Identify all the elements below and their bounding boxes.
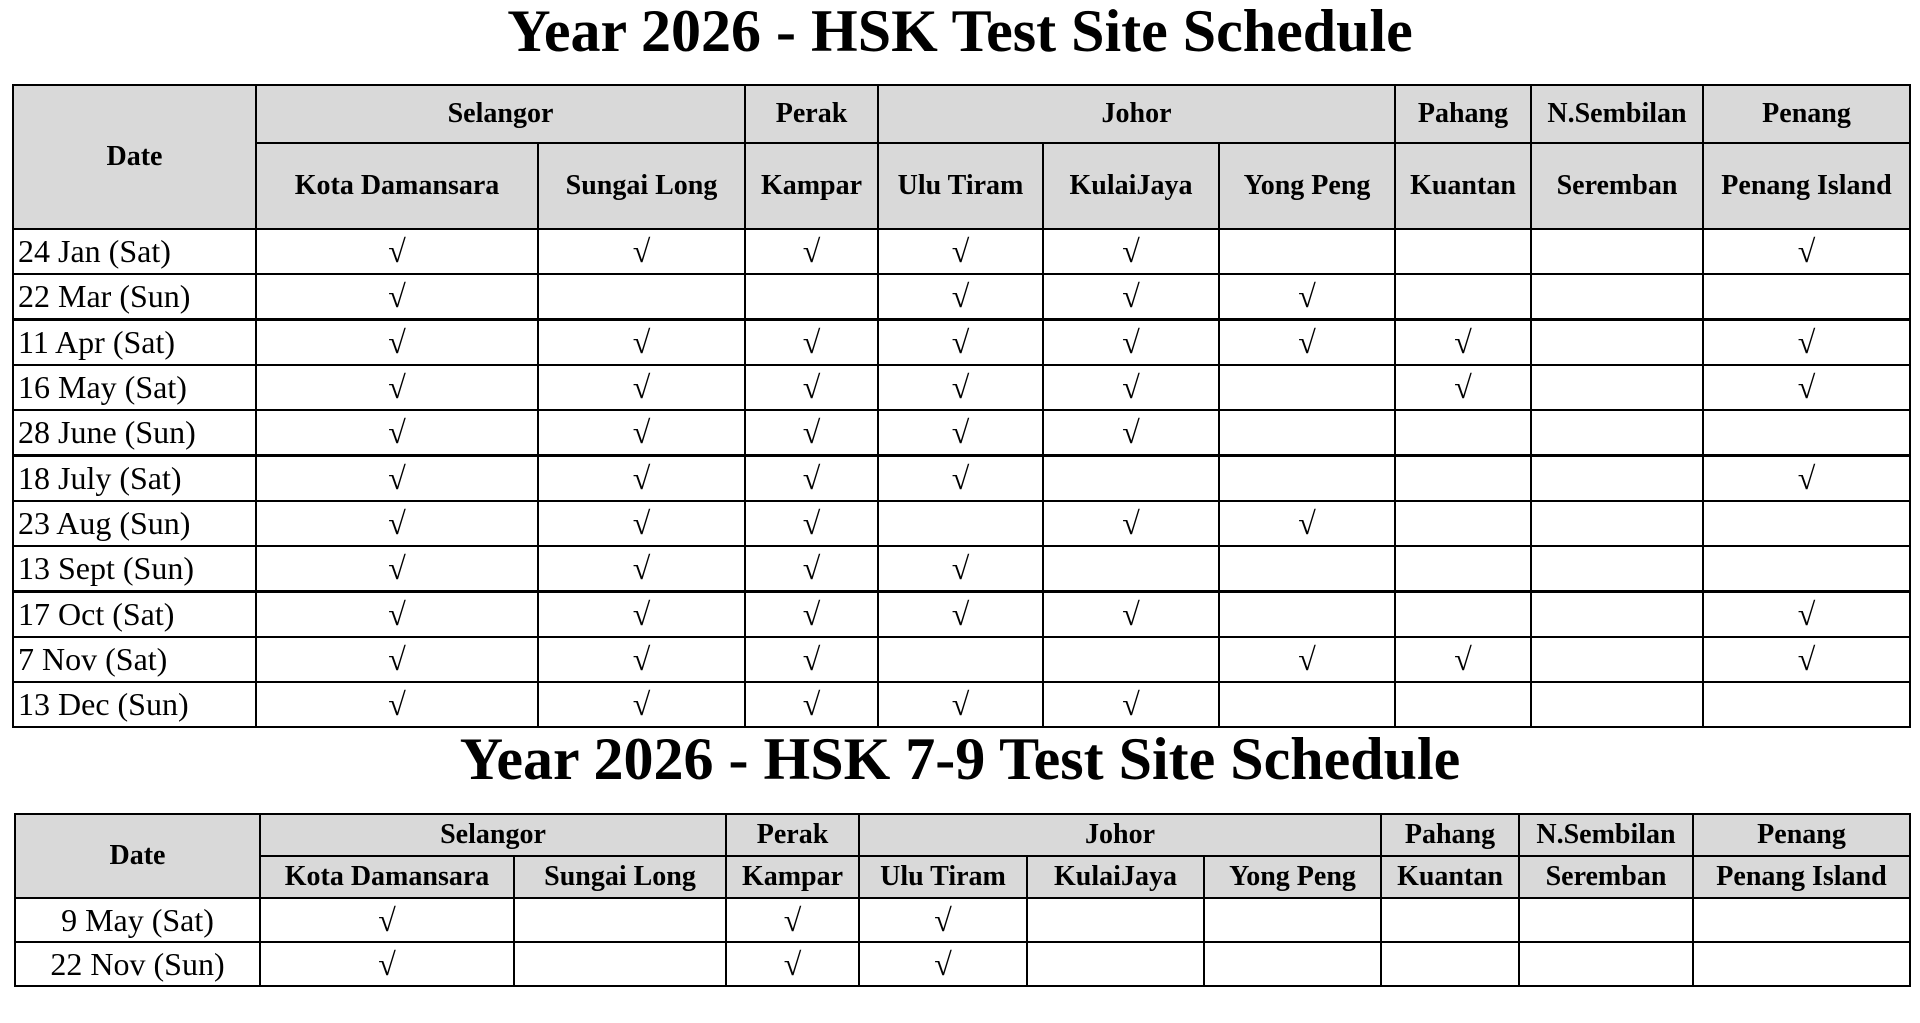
state-header-johor: Johor <box>859 814 1381 856</box>
date-cell: 23 Aug (Sun) <box>13 501 256 546</box>
table-row <box>15 898 1910 942</box>
site-header-ulu-tiram: Ulu Tiram <box>859 856 1027 898</box>
site-header-kota-damansara: Kota Damansara <box>256 143 538 229</box>
empty-cell <box>1531 546 1703 592</box>
check-mark-cell: √ <box>878 682 1043 727</box>
empty-cell <box>1219 456 1395 502</box>
empty-cell <box>1519 898 1693 942</box>
check-mark-cell: √ <box>878 546 1043 592</box>
empty-cell <box>1531 365 1703 410</box>
date-column-header: Date <box>15 814 260 898</box>
date-cell: 17 Oct (Sat) <box>13 592 256 638</box>
empty-cell <box>1027 898 1204 942</box>
empty-cell <box>1395 229 1531 274</box>
empty-cell <box>1219 592 1395 638</box>
date-cell: 18 July (Sat) <box>13 456 256 502</box>
empty-cell <box>1043 637 1219 682</box>
table-row <box>13 456 1910 502</box>
check-mark-cell: √ <box>745 592 878 638</box>
check-mark-cell: √ <box>256 229 538 274</box>
empty-cell <box>878 501 1043 546</box>
empty-cell <box>1219 365 1395 410</box>
table-row <box>13 637 1910 682</box>
check-mark-cell: √ <box>745 320 878 366</box>
check-mark-cell: √ <box>1219 637 1395 682</box>
table-row <box>13 320 1910 366</box>
date-column-header: Date <box>13 85 256 229</box>
empty-cell <box>1204 898 1381 942</box>
empty-cell <box>1395 456 1531 502</box>
site-header-row <box>13 143 1910 229</box>
check-mark-cell: √ <box>878 365 1043 410</box>
table-row <box>13 229 1910 274</box>
check-mark-cell: √ <box>745 229 878 274</box>
check-mark-cell: √ <box>538 365 745 410</box>
check-mark-cell: √ <box>745 456 878 502</box>
check-mark-cell: √ <box>1395 637 1531 682</box>
empty-cell <box>1703 274 1910 320</box>
check-mark-cell: √ <box>878 274 1043 320</box>
check-mark-cell: √ <box>1043 320 1219 366</box>
empty-cell <box>1219 682 1395 727</box>
check-mark-cell: √ <box>745 365 878 410</box>
check-mark-cell: √ <box>745 410 878 456</box>
empty-cell <box>1703 682 1910 727</box>
site-header-ulu-tiram: Ulu Tiram <box>878 143 1043 229</box>
empty-cell <box>1219 546 1395 592</box>
site-header-sungai-long: Sungai Long <box>514 856 726 898</box>
table-row <box>13 546 1910 592</box>
empty-cell <box>878 637 1043 682</box>
check-mark-cell: √ <box>538 592 745 638</box>
check-mark-cell: √ <box>538 546 745 592</box>
check-mark-cell: √ <box>1395 365 1531 410</box>
site-header-kuantan: Kuantan <box>1395 143 1531 229</box>
check-mark-cell: √ <box>256 274 538 320</box>
site-header-kampar: Kampar <box>726 856 859 898</box>
check-mark-cell: √ <box>1703 456 1910 502</box>
check-mark-cell: √ <box>1043 682 1219 727</box>
empty-cell <box>1043 456 1219 502</box>
state-header-pahang: Pahang <box>1381 814 1519 856</box>
empty-cell <box>1519 942 1693 986</box>
check-mark-cell: √ <box>1219 274 1395 320</box>
check-mark-cell: √ <box>538 682 745 727</box>
check-mark-cell: √ <box>256 456 538 502</box>
empty-cell <box>1395 592 1531 638</box>
check-mark-cell: √ <box>745 682 878 727</box>
check-mark-cell: √ <box>878 456 1043 502</box>
table-row <box>15 942 1910 986</box>
check-mark-cell: √ <box>1043 274 1219 320</box>
state-header-johor: Johor <box>878 85 1395 143</box>
check-mark-cell: √ <box>1043 592 1219 638</box>
empty-cell <box>1703 410 1910 456</box>
empty-cell <box>1395 410 1531 456</box>
check-mark-cell: √ <box>1219 320 1395 366</box>
table-row <box>13 592 1910 638</box>
hsk-7-9-schedule-table <box>14 813 1911 987</box>
empty-cell <box>1381 898 1519 942</box>
empty-cell <box>1395 682 1531 727</box>
empty-cell <box>1395 546 1531 592</box>
table-row <box>13 365 1910 410</box>
site-header-yong-peng: Yong Peng <box>1219 143 1395 229</box>
date-cell: 28 June (Sun) <box>13 410 256 456</box>
state-header-pahang: Pahang <box>1395 85 1531 143</box>
date-cell: 24 Jan (Sat) <box>13 229 256 274</box>
check-mark-cell: √ <box>878 320 1043 366</box>
check-mark-cell: √ <box>538 637 745 682</box>
empty-cell <box>1703 501 1910 546</box>
check-mark-cell: √ <box>256 365 538 410</box>
empty-cell <box>514 898 726 942</box>
site-header-seremban: Seremban <box>1519 856 1693 898</box>
empty-cell <box>1043 546 1219 592</box>
empty-cell <box>1693 898 1910 942</box>
date-cell: 13 Dec (Sun) <box>13 682 256 727</box>
empty-cell <box>1395 501 1531 546</box>
site-header-kota-damansara: Kota Damansara <box>260 856 514 898</box>
state-header-row <box>15 814 1910 856</box>
date-cell: 16 May (Sat) <box>13 365 256 410</box>
check-mark-cell: √ <box>256 592 538 638</box>
empty-cell <box>1219 410 1395 456</box>
table-row <box>13 501 1910 546</box>
state-header-selangor: Selangor <box>260 814 726 856</box>
check-mark-cell: √ <box>1219 501 1395 546</box>
check-mark-cell: √ <box>256 320 538 366</box>
check-mark-cell: √ <box>1043 365 1219 410</box>
empty-cell <box>745 274 878 320</box>
empty-cell <box>1531 637 1703 682</box>
site-header-kampar: Kampar <box>745 143 878 229</box>
check-mark-cell: √ <box>538 320 745 366</box>
empty-cell <box>1381 942 1519 986</box>
check-mark-cell: √ <box>1395 320 1531 366</box>
empty-cell <box>1531 592 1703 638</box>
empty-cell <box>1395 274 1531 320</box>
check-mark-cell: √ <box>1043 410 1219 456</box>
empty-cell <box>1703 546 1910 592</box>
page-title: Year 2026 - HSK Test Site Schedule <box>507 0 1413 64</box>
check-mark-cell: √ <box>260 942 514 986</box>
empty-cell <box>1531 410 1703 456</box>
check-mark-cell: √ <box>726 898 859 942</box>
empty-cell <box>1531 229 1703 274</box>
state-header-nsembilan: N.Sembilan <box>1519 814 1693 856</box>
site-header-seremban: Seremban <box>1531 143 1703 229</box>
date-cell: 22 Mar (Sun) <box>13 274 256 320</box>
site-header-yong-peng: Yong Peng <box>1204 856 1381 898</box>
check-mark-cell: √ <box>538 456 745 502</box>
empty-cell <box>1531 456 1703 502</box>
date-cell: 22 Nov (Sun) <box>15 942 260 986</box>
check-mark-cell: √ <box>1703 320 1910 366</box>
check-mark-cell: √ <box>726 942 859 986</box>
state-header-selangor: Selangor <box>256 85 745 143</box>
check-mark-cell: √ <box>1703 592 1910 638</box>
site-header-sungai-long: Sungai Long <box>538 143 745 229</box>
check-mark-cell: √ <box>256 546 538 592</box>
site-header-kulaijaya: KulaiJaya <box>1043 143 1219 229</box>
check-mark-cell: √ <box>260 898 514 942</box>
date-cell: 11 Apr (Sat) <box>13 320 256 366</box>
state-header-penang: Penang <box>1693 814 1910 856</box>
check-mark-cell: √ <box>256 637 538 682</box>
site-header-kulaijaya: KulaiJaya <box>1027 856 1204 898</box>
empty-cell <box>1531 501 1703 546</box>
empty-cell <box>538 274 745 320</box>
check-mark-cell: √ <box>745 501 878 546</box>
empty-cell <box>1531 274 1703 320</box>
check-mark-cell: √ <box>1703 365 1910 410</box>
site-header-row <box>15 856 1910 898</box>
check-mark-cell: √ <box>256 501 538 546</box>
check-mark-cell: √ <box>1043 229 1219 274</box>
site-header-kuantan: Kuantan <box>1381 856 1519 898</box>
check-mark-cell: √ <box>859 898 1027 942</box>
state-header-row <box>13 85 1910 143</box>
check-mark-cell: √ <box>878 229 1043 274</box>
state-header-nsembilan: N.Sembilan <box>1531 85 1703 143</box>
date-cell: 13 Sept (Sun) <box>13 546 256 592</box>
site-header-penang-island: Penang Island <box>1693 856 1910 898</box>
check-mark-cell: √ <box>538 410 745 456</box>
date-cell: 7 Nov (Sat) <box>13 637 256 682</box>
check-mark-cell: √ <box>1703 229 1910 274</box>
section-title-hsk-7-9: Year 2026 - HSK 7-9 Test Site Schedule <box>459 726 1461 792</box>
check-mark-cell: √ <box>745 546 878 592</box>
table-row <box>13 274 1910 320</box>
date-cell: 9 May (Sat) <box>15 898 260 942</box>
empty-cell <box>1027 942 1204 986</box>
check-mark-cell: √ <box>1703 637 1910 682</box>
state-header-perak: Perak <box>745 85 878 143</box>
empty-cell <box>1531 682 1703 727</box>
site-header-penang-island: Penang Island <box>1703 143 1910 229</box>
empty-cell <box>1219 229 1395 274</box>
state-header-perak: Perak <box>726 814 859 856</box>
empty-cell <box>514 942 726 986</box>
table-row <box>13 410 1910 456</box>
check-mark-cell: √ <box>1043 501 1219 546</box>
check-mark-cell: √ <box>878 592 1043 638</box>
table-row <box>13 682 1910 727</box>
hsk-schedule-table <box>12 84 1911 728</box>
empty-cell <box>1693 942 1910 986</box>
check-mark-cell: √ <box>878 410 1043 456</box>
empty-cell <box>1204 942 1381 986</box>
check-mark-cell: √ <box>256 410 538 456</box>
check-mark-cell: √ <box>538 229 745 274</box>
state-header-penang: Penang <box>1703 85 1910 143</box>
check-mark-cell: √ <box>256 682 538 727</box>
check-mark-cell: √ <box>745 637 878 682</box>
check-mark-cell: √ <box>538 501 745 546</box>
check-mark-cell: √ <box>859 942 1027 986</box>
empty-cell <box>1531 320 1703 366</box>
